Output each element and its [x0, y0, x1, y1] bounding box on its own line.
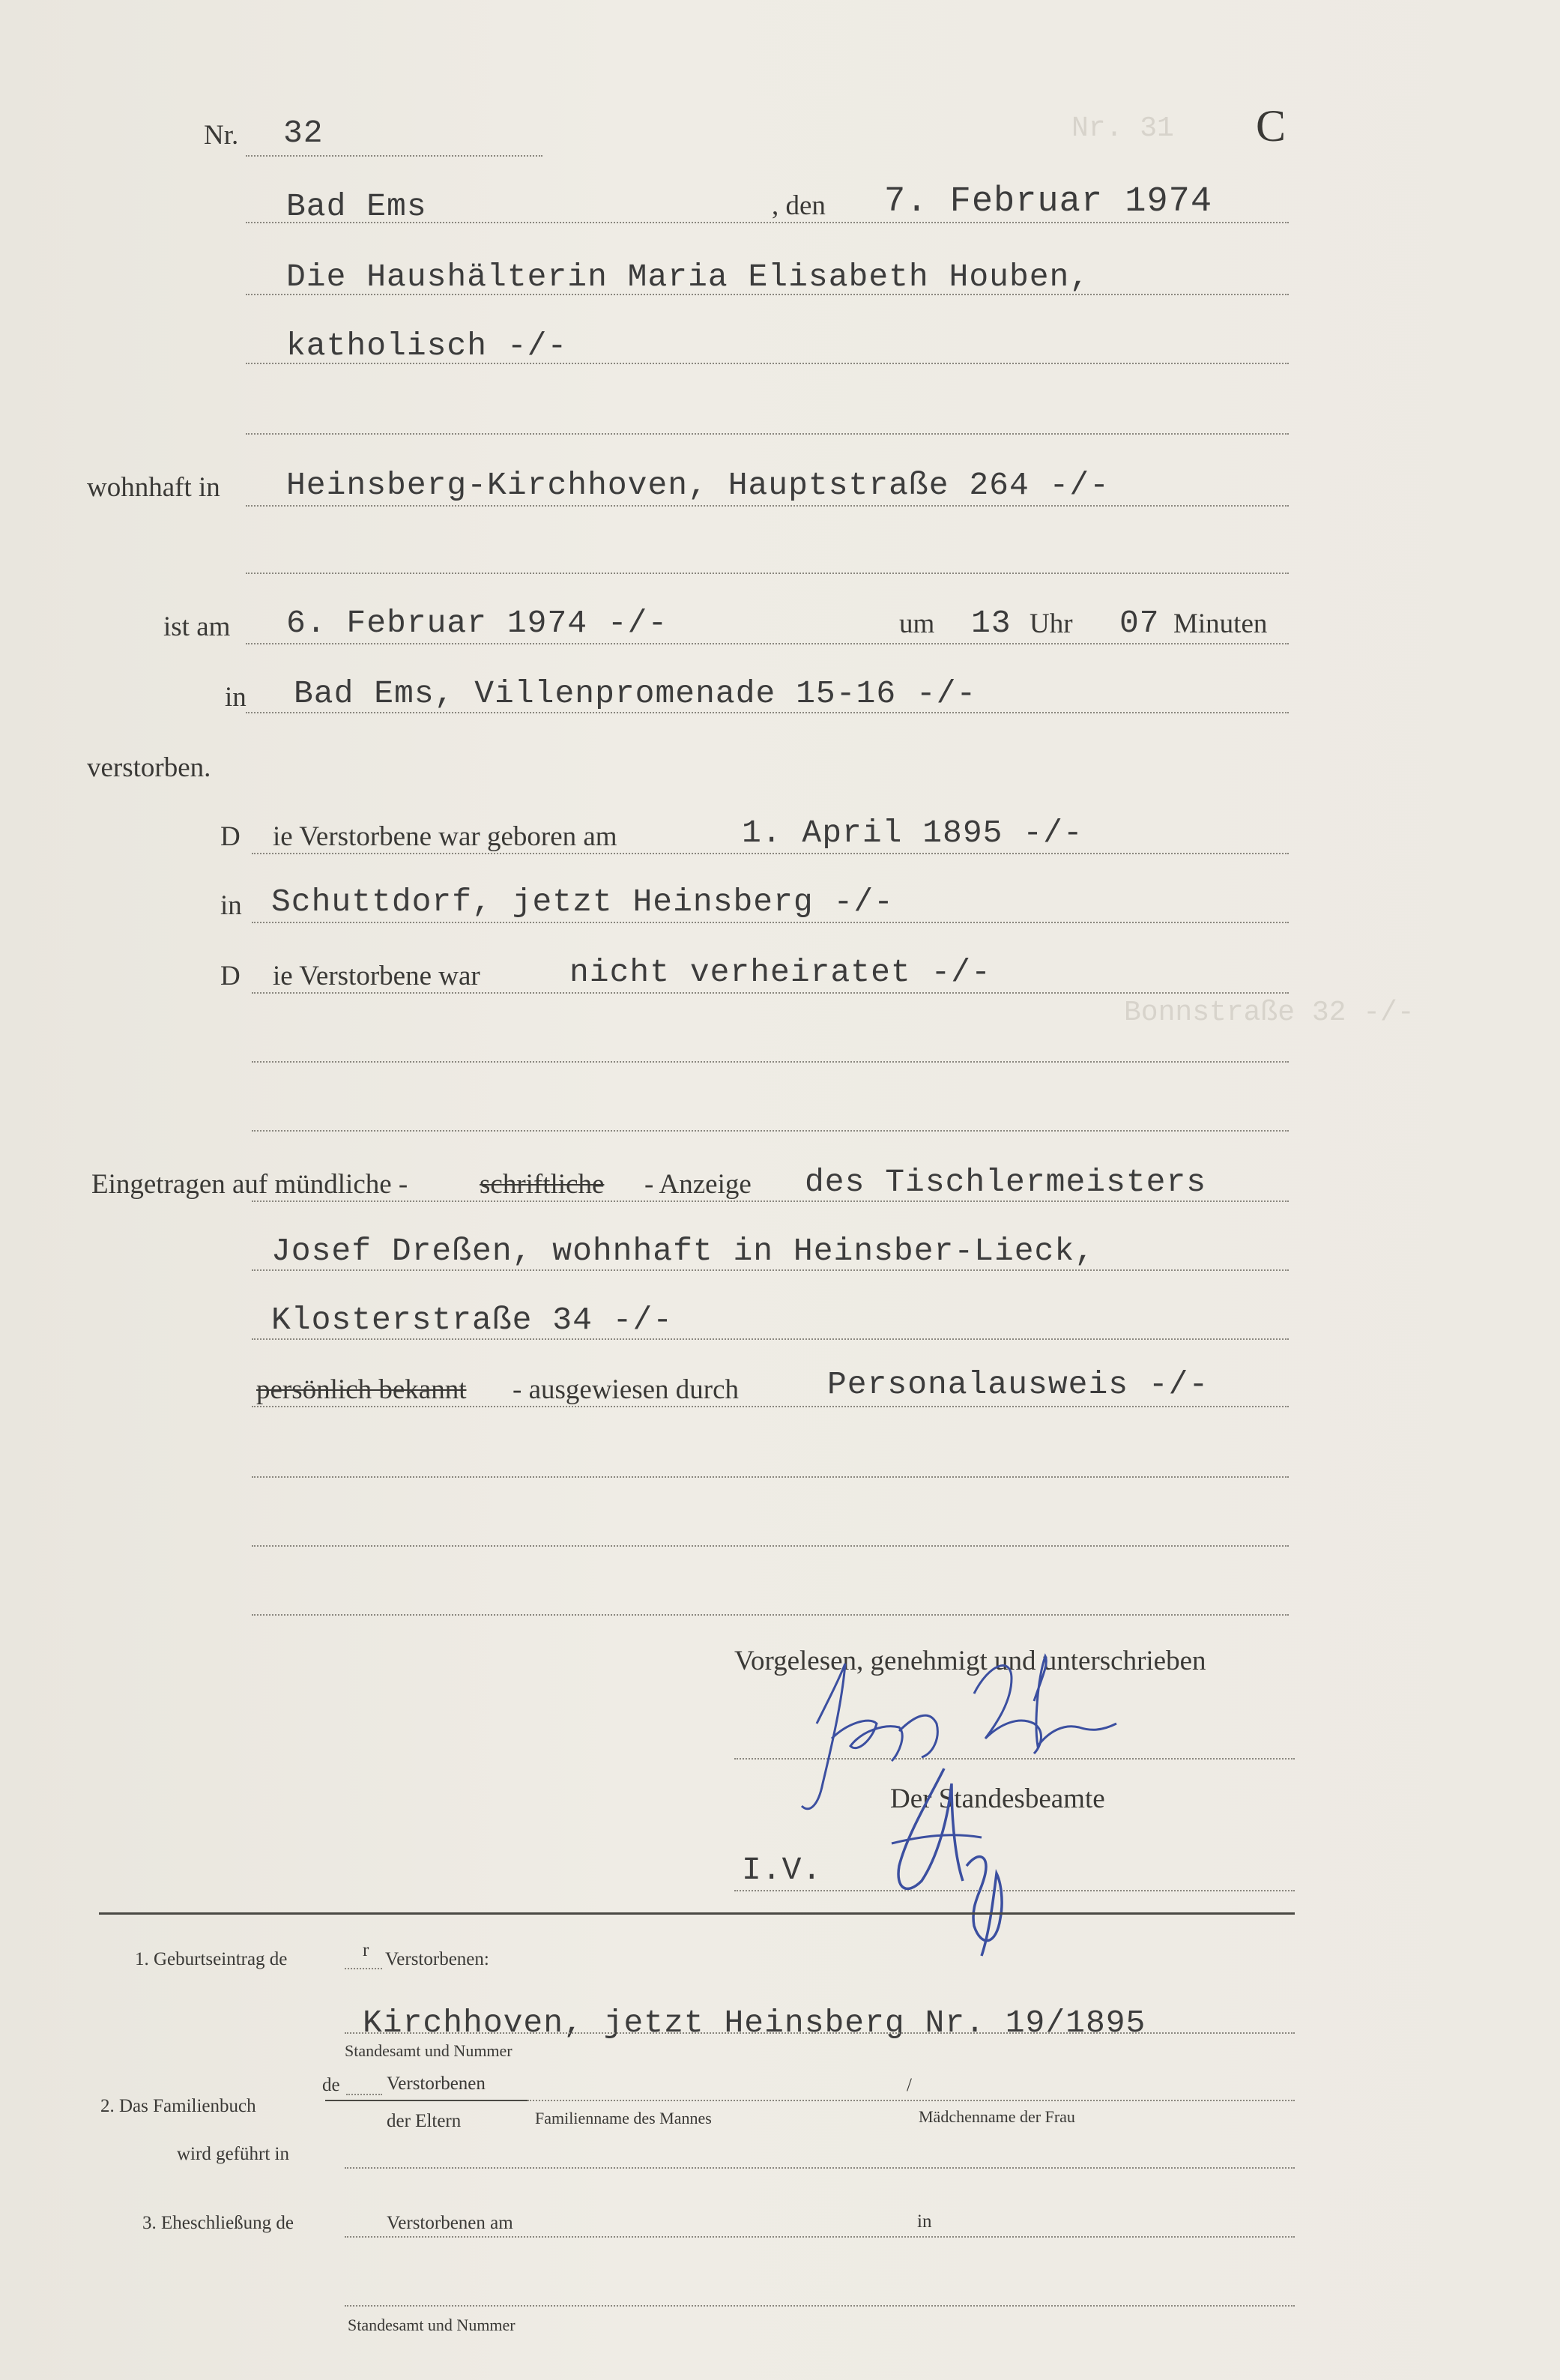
verstorben-label: verstorben.: [87, 752, 211, 783]
footer-item2-prefix: 2. Das Familienbuch: [100, 2096, 256, 2116]
minutes-value: 07: [1119, 605, 1160, 641]
wohnhaft-value: Heinsberg-Kirchhoven, Hauptstraße 264 -/-: [286, 467, 1110, 504]
footer-item1-label: Verstorbenen:: [385, 1949, 489, 1969]
footer-item3-line2: [345, 2305, 1295, 2307]
blank-line: [252, 1130, 1289, 1132]
d-letter: D: [220, 821, 241, 852]
deceased-line2-rule: [246, 363, 1289, 364]
footer-item2-fraction-rule: [325, 2100, 527, 2101]
footer-item3-prefix: 3. Eheschließung de: [142, 2213, 294, 2233]
deceased-line1: Die Haushälterin Maria Elisabeth Houben,: [286, 259, 1090, 295]
death-date-line: [246, 643, 1289, 644]
informant-line1: des Tischlermeisters: [805, 1164, 1207, 1200]
ausgewiesen-label: - ausgewiesen durch: [513, 1374, 740, 1405]
death-place-line: [246, 712, 1289, 713]
hour-value: 13: [971, 605, 1012, 641]
wohnhaft-label: wohnhaft in: [87, 472, 220, 503]
birth-place-line: [252, 922, 1289, 923]
blank-line: [252, 1476, 1289, 1478]
blank-line: [246, 433, 1289, 435]
in-label-birth: in: [220, 890, 242, 921]
bleed-through-text: Bonnstraße 32 -/-: [1124, 997, 1415, 1029]
den-label: , den: [772, 190, 826, 221]
born-label: ie Verstorbene war geboren am: [273, 821, 617, 852]
iv-label: I.V.: [742, 1852, 823, 1888]
footer-item2-eltern: der Eltern: [387, 2111, 462, 2131]
footer-item2-slash: /: [907, 2075, 912, 2095]
married-value: nicht verheiratet -/-: [569, 954, 991, 991]
footer-item3-line: [345, 2236, 1295, 2238]
nr-value: 32: [283, 115, 324, 151]
eingetragen-label: Eingetragen auf mündliche -: [91, 1169, 408, 1200]
footer-item1-letter: r: [363, 1940, 369, 1960]
footer-item2-line: [527, 2100, 1295, 2101]
birth-date-value: 1. April 1895 -/-: [742, 815, 1083, 851]
ausgewiesen-value: Personalausweis -/-: [827, 1366, 1209, 1403]
place-value: Bad Ems: [286, 188, 427, 225]
minuten-label: Minuten: [1173, 608, 1268, 639]
footer-item1-letter-line: [345, 1968, 382, 1969]
wird-gefuehrt-label: wird geführt in: [177, 2144, 289, 2164]
footer-item3-label: Verstorbenen am: [387, 2213, 513, 2233]
ausgewiesen-line: [252, 1406, 1289, 1407]
informant-line3-rule: [252, 1338, 1289, 1340]
d-letter: D: [220, 961, 241, 991]
blank-line: [252, 1614, 1289, 1616]
maedchenname-label: Mädchenname der Frau: [919, 2107, 1075, 2126]
standesamt-label-2: Standesamt und Nummer: [348, 2316, 516, 2334]
informant-line1-rule: [252, 1200, 1289, 1202]
footer-separator: [99, 1912, 1295, 1915]
schriftliche-struck: schriftliche: [480, 1169, 605, 1200]
footer-item2-de: de: [322, 2075, 340, 2095]
deceased-line2: katholisch -/-: [286, 327, 568, 364]
bleed-through-text: Nr. 31: [1071, 112, 1174, 145]
footer-item1-value: Kirchhoven, jetzt Heinsberg Nr. 19/1895: [363, 2005, 1146, 2041]
blank-line: [252, 1545, 1289, 1547]
wird-gefuehrt-line: [345, 2167, 1295, 2169]
um-label: um: [899, 608, 935, 639]
date-value: 7. Februar 1974: [884, 182, 1213, 222]
vorgelesen-label: Vorgelesen, genehmigt und unterschrieben: [734, 1646, 1206, 1676]
footer-item1-prefix: 1. Geburtseintrag de: [135, 1949, 288, 1969]
standesamt-label: Standesamt und Nummer: [345, 2041, 513, 2060]
nr-label: Nr.: [204, 120, 239, 151]
deceased-line1-rule: [246, 294, 1289, 295]
footer-item2-de-line: [346, 2094, 382, 2095]
death-place-value: Bad Ems, Villenpromenade 15-16 -/-: [294, 675, 977, 712]
wohnhaft-line: [246, 505, 1289, 507]
footer-item2-verstorbenen: Verstorbenen: [387, 2074, 486, 2094]
registrar-signature: [877, 1754, 1019, 1971]
birth-date-line: [252, 853, 1289, 854]
corner-letter: C: [1256, 101, 1287, 151]
ist-am-label: ist am: [163, 611, 231, 642]
footer-item3-in: in: [917, 2211, 932, 2232]
informant-line3: Klosterstraße 34 -/-: [271, 1302, 674, 1338]
death-date-value: 6. Februar 1974 -/-: [286, 605, 668, 641]
birth-place-value: Schuttdorf, jetzt Heinsberg -/-: [271, 884, 894, 920]
married-line: [252, 992, 1289, 994]
date-line: [246, 222, 1289, 223]
anzeige-label: - Anzeige: [644, 1169, 752, 1200]
in-label: in: [225, 682, 247, 713]
informant-line2-rule: [252, 1269, 1289, 1271]
nr-line: [246, 155, 542, 157]
uhr-label: Uhr: [1030, 608, 1073, 639]
married-label: ie Verstorbene war: [273, 961, 480, 991]
blank-line: [246, 573, 1289, 574]
blank-line: [252, 1061, 1289, 1063]
standesbeamte-label: Der Standesbeamte: [890, 1784, 1105, 1814]
persoenlich-struck: persönlich bekannt: [256, 1374, 467, 1405]
informant-line2: Josef Dreßen, wohnhaft in Heinsber-Lieck,: [271, 1233, 1095, 1269]
footer-item1-line: [345, 2032, 1295, 2034]
familienname-label: Familienname des Mannes: [535, 2109, 712, 2127]
